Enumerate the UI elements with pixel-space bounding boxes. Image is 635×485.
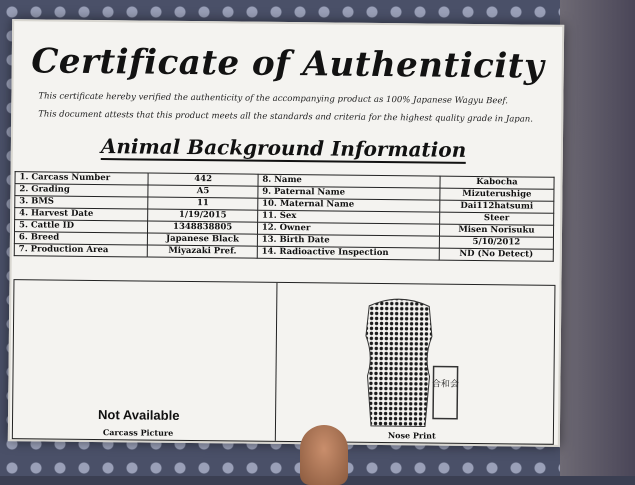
animal-info-table (14, 171, 555, 262)
right-label: 14. Radioactive Inspection (257, 246, 439, 260)
left-value: 442 (148, 173, 258, 186)
stamp-text: 合和会 (431, 379, 459, 390)
right-value: Misen Norisuku (439, 224, 553, 237)
left-value: Japanese Black (148, 233, 258, 246)
left-label: 7. Production Area (14, 244, 147, 257)
right-label: 12. Owner (257, 222, 439, 236)
right-value: Dai112hatsumi (440, 200, 554, 213)
carcass-picture-caption: Carcass Picture (102, 427, 174, 438)
right-label: 9. Paternal Name (258, 186, 440, 200)
left-value: Miyazaki Pref. (148, 245, 258, 258)
left-label: 2. Grading (15, 184, 148, 197)
certificate-title: Certificate of Authenticity (31, 41, 545, 87)
background (560, 0, 635, 476)
right-value: 5/10/2012 (439, 236, 553, 249)
certificate-paper (8, 19, 564, 447)
right-label: 8. Name (258, 174, 440, 188)
section-title: Animal Background Information (100, 134, 467, 162)
right-value: ND (No Detect) (439, 248, 553, 261)
certificate-statement-2: This document attests that this product meets all the standards and criteria for the highest quality grade in Japan. (38, 109, 534, 125)
left-label: 3. BMS (15, 196, 148, 209)
thumb (300, 425, 348, 485)
right-value: Steer (440, 212, 554, 225)
left-label: 4. Harvest Date (15, 208, 148, 221)
left-value: 11 (148, 197, 258, 210)
certificate-statement-1: This certificate hereby verified the authenticity of the accompanying product as 100% Japanese Wagyu Beef. (38, 91, 509, 107)
photo-box (12, 279, 556, 445)
right-value: Kabocha (440, 176, 554, 189)
not-available-text: Not Available (98, 407, 180, 423)
right-label: 13. Birth Date (257, 234, 439, 248)
left-value: A5 (148, 185, 258, 198)
left-label: 5. Cattle ID (14, 220, 147, 233)
nose-print-caption: Nose Print (387, 430, 436, 441)
left-label: 6. Breed (14, 232, 147, 245)
right-value: Mizuterushige (440, 188, 554, 201)
left-value: 1348838805 (148, 221, 258, 234)
photo-divider (275, 283, 278, 441)
right-label: 11. Sex (257, 210, 439, 224)
left-label: 1. Carcass Number (15, 172, 148, 185)
left-value: 1/19/2015 (148, 209, 258, 222)
nose-print-image (343, 296, 464, 433)
right-label: 10. Maternal Name (258, 198, 440, 212)
